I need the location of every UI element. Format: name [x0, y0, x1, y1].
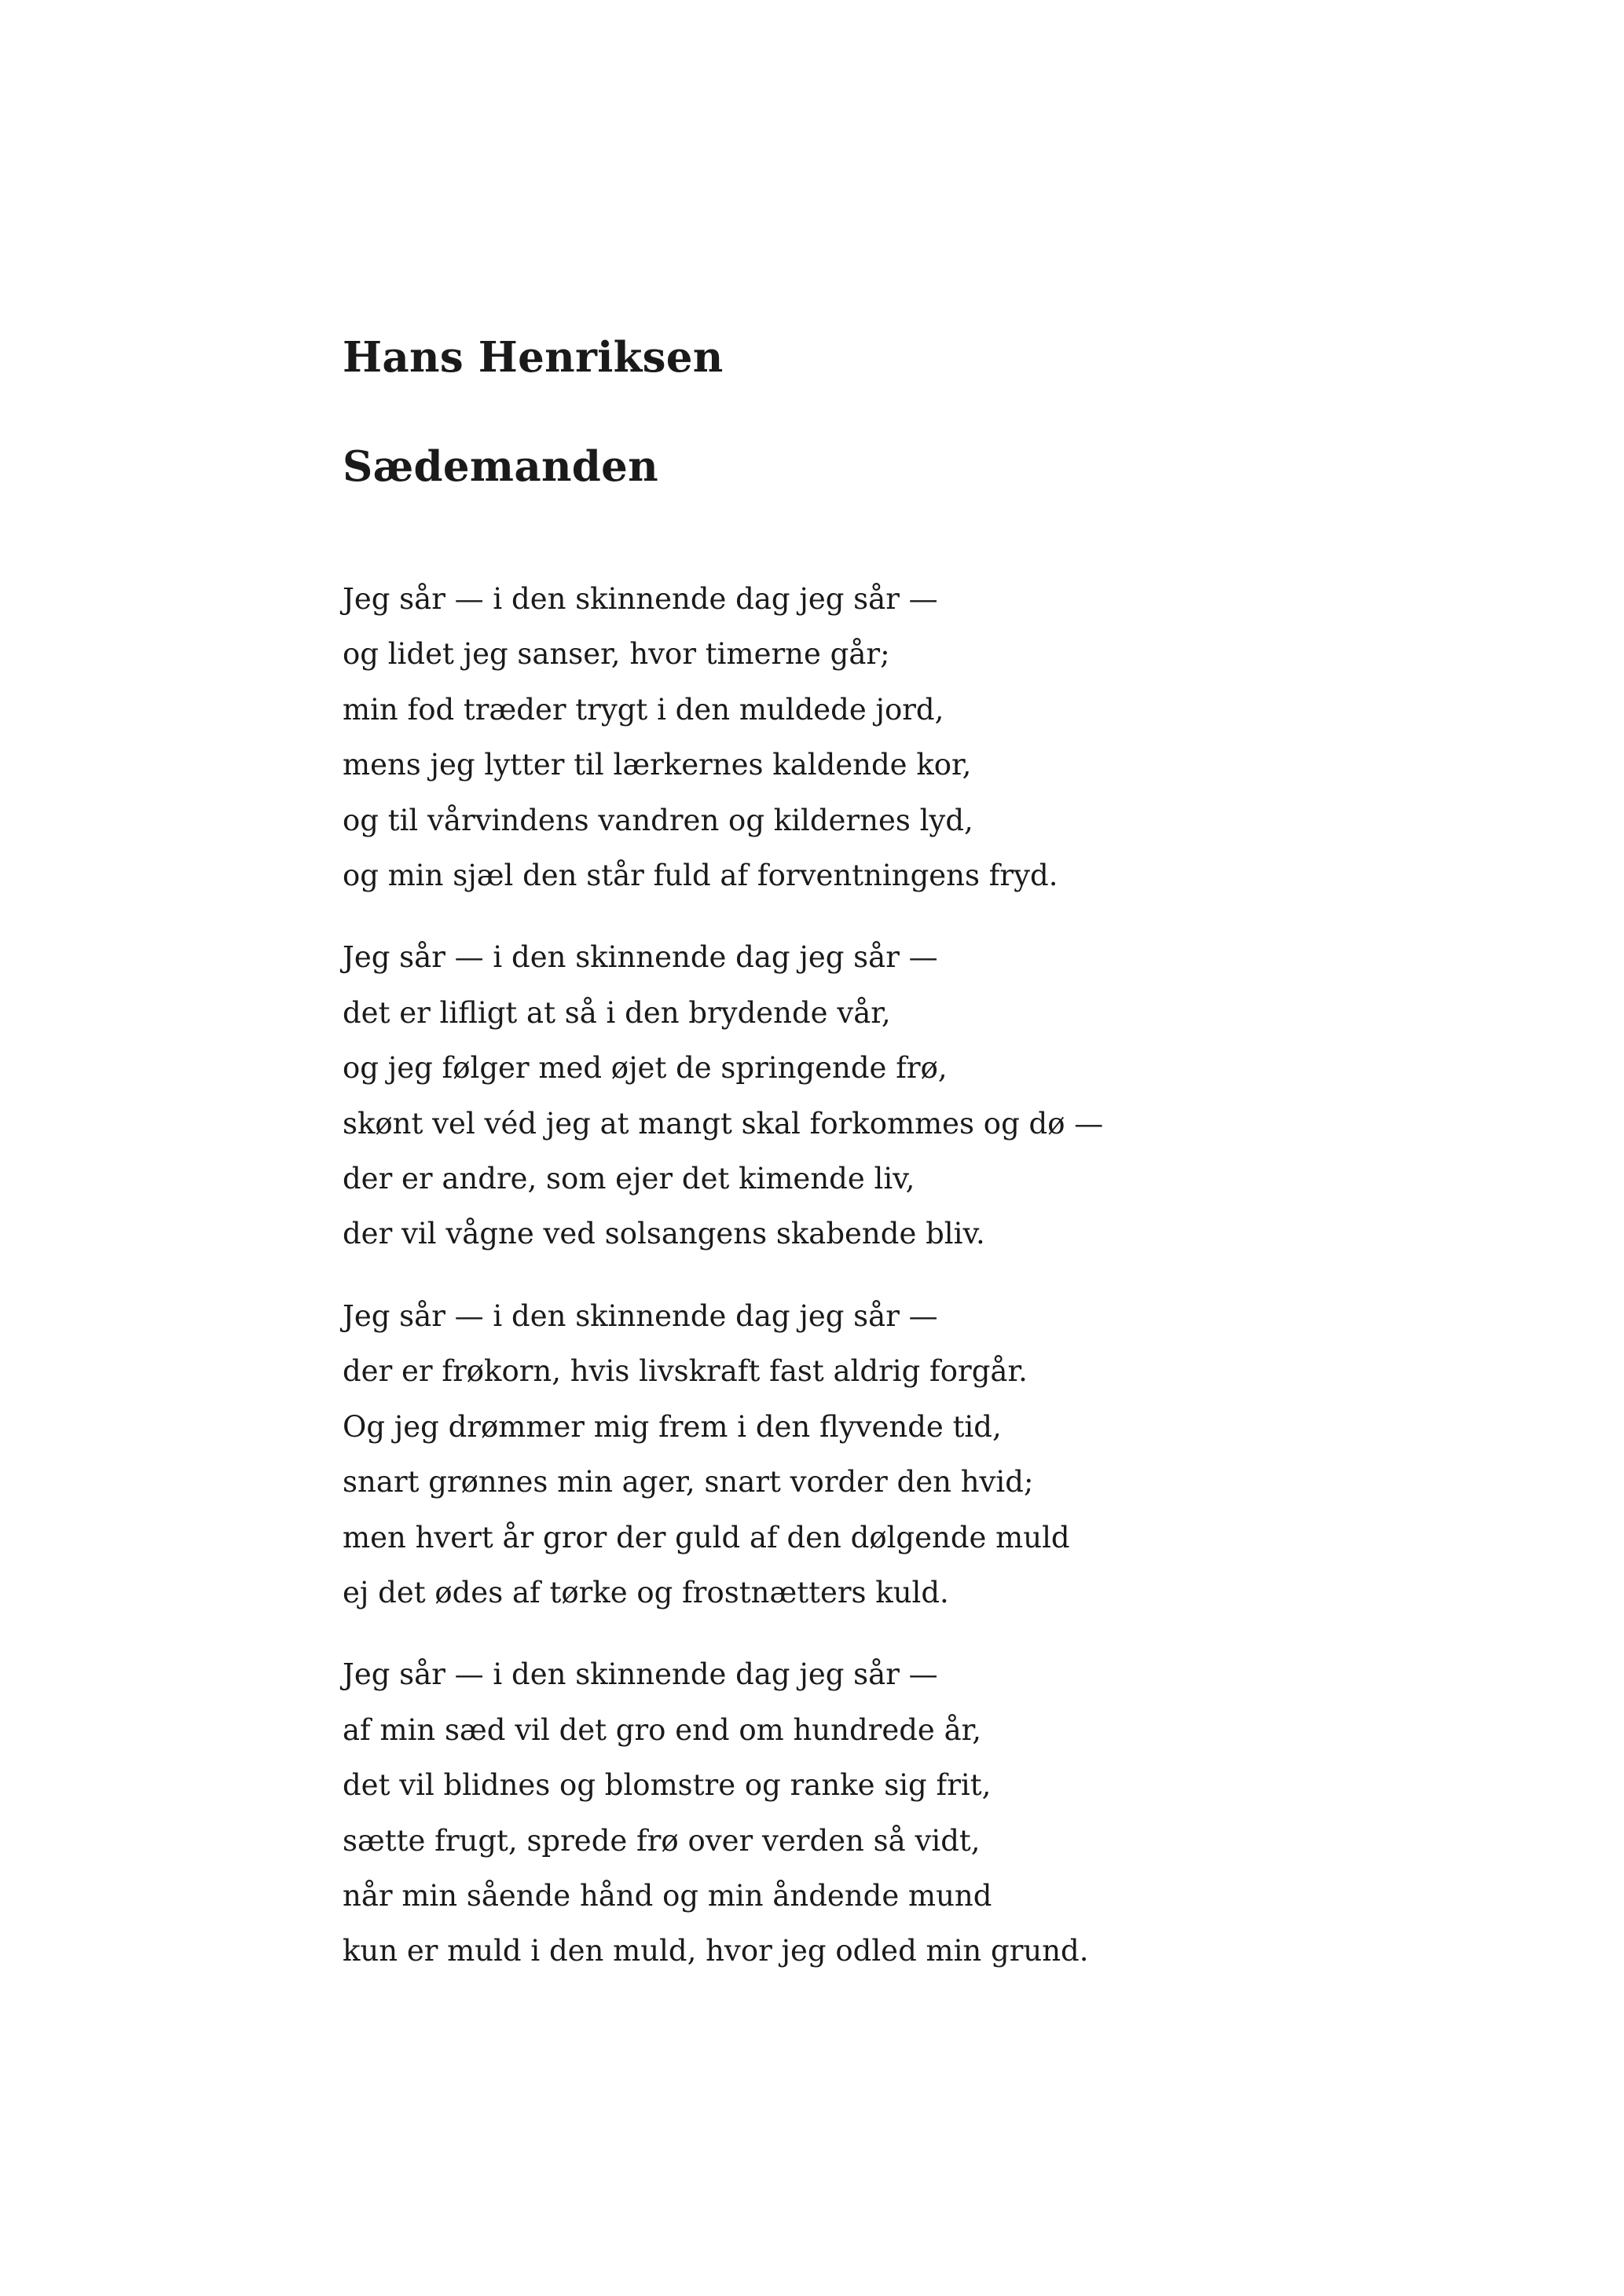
poem-line: mens jeg lytter til lærkernes kaldende kor, [343, 748, 972, 782]
poem-line: og til vårvindens vandren og kildernes lyd, [343, 803, 973, 837]
poem-line: men hvert år gror der guld af den dølgende muld [343, 1520, 1070, 1554]
poem-line: det vil blidnes og blomstre og ranke sig frit, [343, 1768, 992, 1803]
stanza [343, 572, 1364, 903]
poem-line: og min sjæl den står fuld af forventningens fryd. [343, 859, 1058, 893]
poem-line: Jeg sår — i den skinnende dag jeg sår — [343, 1298, 938, 1333]
poem-line: kun er muld i den muld, hvor jeg odled min grund. [343, 1934, 1089, 1968]
poem-line: min fod træder trygt i den muldede jord, [343, 692, 944, 727]
poem-line: når min sående hånd og min åndende mund [343, 1878, 992, 1913]
poem-line: skønt vel véd jeg at mangt skal forkommes og dø — [343, 1106, 1104, 1141]
page-content [343, 324, 1364, 2006]
poem-line: ej det ødes af tørke og frostnætters kuld. [343, 1575, 949, 1609]
poem-line: og jeg følger med øjet de springende frø, [343, 1051, 948, 1086]
poem-line: Jeg sår — i den skinnende dag jeg sår — [343, 940, 938, 975]
poem-line: det er lifligt at så i den brydende vår, [343, 995, 891, 1030]
poem-line: sætte frugt, sprede frø over verden så vidt, [343, 1823, 981, 1858]
poem-line: og lidet jeg sanser, hvor timerne går; [343, 637, 890, 672]
stanza [343, 1647, 1364, 1979]
poem-line: der er andre, som ejer det kimende liv, [343, 1162, 915, 1196]
poem-line: der er frøkorn, hvis livskraft fast aldrig forgår. [343, 1354, 1028, 1389]
poem-line: Jeg sår — i den skinnende dag jeg sår — [343, 1657, 938, 1692]
poem-line: af min sæd vil det gro end om hundrede år, [343, 1712, 982, 1747]
author-name: Hans Henriksen [343, 333, 724, 382]
poem-line: snart grønnes min ager, snart vorder den hvid; [343, 1465, 1034, 1500]
poem-line: der vil vågne ved solsangens skabende bliv. [343, 1217, 985, 1251]
stanza [343, 930, 1364, 1262]
poem-line: Jeg sår — i den skinnende dag jeg sår — [343, 582, 938, 616]
poem-title: Sædemanden [343, 442, 659, 491]
poem-body [343, 572, 1364, 1979]
stanza [343, 1289, 1364, 1620]
poem-line: Og jeg drømmer mig frem i den flyvende tid, [343, 1409, 1002, 1444]
